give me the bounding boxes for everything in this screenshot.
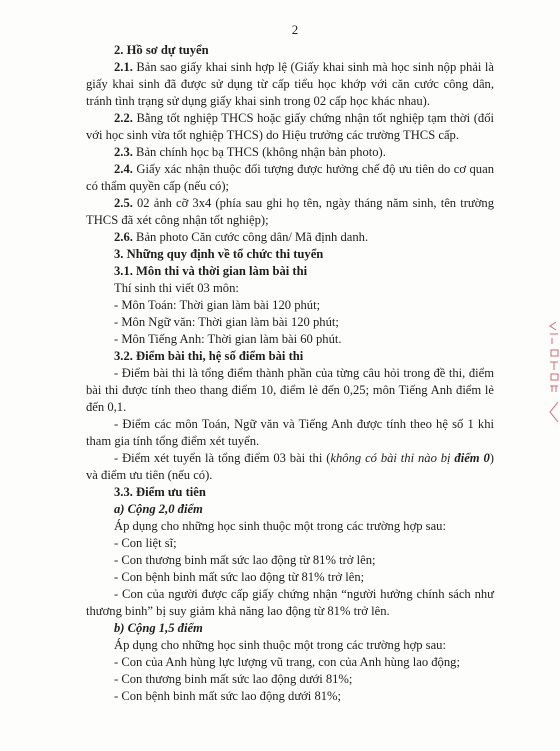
score-paragraph-1: - Điểm bài thi là tổng điểm thành phần của từng câu hỏi trong đề thi, điểm bài thi được tính theo thang điểm 10, điểm lẻ đến 0,25; môn Tiếng Anh điểm lẻ đến 0,1. <box>86 366 494 414</box>
score-paragraph-2: - Điểm các môn Toán, Ngữ văn và Tiếng Anh được tính theo hệ số 1 khi tham gia tính tổng điểm xét tuyển. <box>86 417 494 448</box>
score-paragraph-3: - Điểm xét tuyển là tổng điểm 03 bài thi (không có bài thi nào bị điểm 0) và điểm ưu tiên (nếu có). <box>86 451 494 482</box>
priority-a-item: - Con của người được cấp giấy chứng nhận “người hưởng chính sách như thương binh” bị suy giảm khả năng lao động từ 81% trở lên. <box>86 587 494 618</box>
subject-item: - Môn Tiếng Anh: Thời gian làm bài 60 phút. <box>114 332 342 346</box>
priority-b-item: - Con của Anh hùng lực lượng vũ trang, con của Anh hùng lao động; <box>114 655 460 669</box>
section-3-1-heading: 3.1. Môn thi và thời gian làm bài thi <box>114 264 308 278</box>
item-2-4: 2.4. Giấy xác nhận thuộc đối tượng được hưởng chế độ ưu tiên do cơ quan có thẩm quyền cấp (nếu có); <box>86 162 494 193</box>
priority-b-item: - Con bệnh binh mất sức lao động dưới 81%; <box>114 689 342 703</box>
priority-b-heading: b) Cộng 1,5 điểm <box>114 621 203 635</box>
priority-b-intro: Áp dụng cho những học sinh thuộc một trong các trường hợp sau: <box>114 638 446 652</box>
priority-a-item: - Con bệnh binh mất sức lao động từ 81% trở lên; <box>114 570 365 584</box>
subject-item: - Môn Ngữ văn: Thời gian làm bài 120 phút; <box>114 315 339 329</box>
item-2-1: 2.1. Bản sao giấy khai sinh hợp lệ (Giấy khai sinh mà học sinh nộp phải là giấy khai sinh đã được sử dụng từ cấp tiểu học khớp với căn cước công dân, tránh tình trạng sử dụng giấy khai sinh trong 02 cấp học khác nhau). <box>86 60 494 108</box>
priority-a-heading: a) Cộng 2,0 điểm <box>114 502 203 516</box>
item-2-3: 2.3. Bản chính học bạ THCS (không nhận bản photo). <box>114 145 386 159</box>
stamp-edge-mark <box>536 318 560 428</box>
priority-a-item: - Con thương binh mất sức lao động từ 81% trở lên; <box>114 553 376 567</box>
priority-a-item: - Con liệt sĩ; <box>114 536 177 550</box>
subject-item: - Môn Toán: Thời gian làm bài 120 phút; <box>114 298 321 312</box>
item-2-5: 2.5. 02 ảnh cỡ 3x4 (phía sau ghi họ tên, ngày tháng năm sinh, tên trường THCS đã xét công nhận tốt nghiệp); <box>86 196 494 227</box>
section-2-heading: 2. Hồ sơ dự tuyển <box>114 43 209 57</box>
priority-b-item: - Con thương binh mất sức lao động dưới 81%; <box>114 672 353 686</box>
section-3-3-heading: 3.3. Điểm ưu tiên <box>114 485 206 499</box>
page-number: 2 <box>291 22 299 37</box>
item-2-6: 2.6. Bản photo Căn cước công dân/ Mã định danh. <box>114 230 369 244</box>
section-3-heading: 3. Những quy định về tổ chức thi tuyển <box>114 247 324 261</box>
priority-a-intro: Áp dụng cho những học sinh thuộc một trong các trường hợp sau: <box>114 519 446 533</box>
item-2-2: 2.2. Bằng tốt nghiệp THCS hoặc giấy chứng nhận tốt nghiệp tạm thời (đối với học sinh vừa tốt nghiệp THCS) do Hiệu trưởng các trường THCS cấp. <box>86 111 494 142</box>
section-3-1-intro: Thí sinh thi viết 03 môn: <box>114 281 239 295</box>
document-body <box>86 42 494 705</box>
section-3-2-heading: 3.2. Điểm bài thi, hệ số điểm bài thi <box>114 349 304 363</box>
